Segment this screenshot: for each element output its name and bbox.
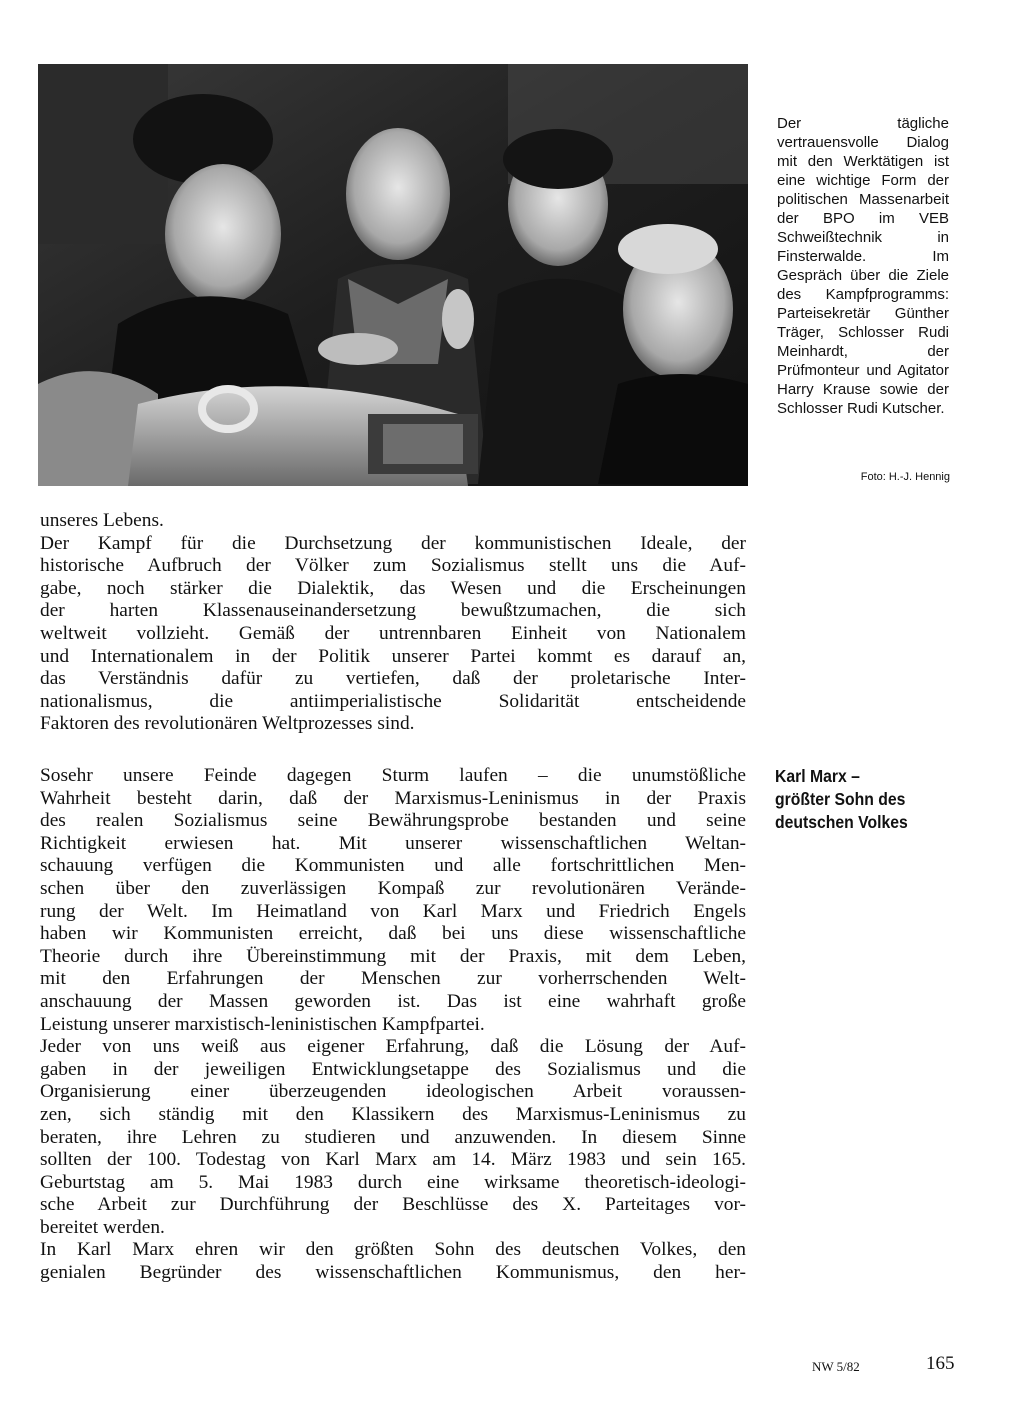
text-line: weltweit vollzieht. Gemäß der untrennbaren Einheit von Nationalem xyxy=(40,622,746,644)
issue-label: NW 5/82 xyxy=(812,1359,860,1374)
text-line: Faktoren des revolutionären Weltprozesses sind. xyxy=(40,713,415,735)
sidebar-heading-line: größter Sohn des xyxy=(775,789,906,809)
text-line: beraten, ihre Lehren zu studieren und anzuwenden. In diesem Sinne xyxy=(40,1126,746,1148)
text-line: zen, sich ständig mit den Klassikern des Marxismus-Leninismus zu xyxy=(40,1103,746,1125)
sidebar-heading-line: deutschen Volkes xyxy=(775,812,908,832)
text-line: anschauung der Massen geworden ist. Das ist eine wahrhaft große xyxy=(40,990,746,1012)
page-number: 165 xyxy=(926,1353,955,1374)
text-line: Der Kampf für die Durchsetzung der kommunistischen Ideale, der xyxy=(40,532,746,554)
body-text-block-1 xyxy=(40,510,746,736)
text-line: Organisierung einer überzeugenden ideologischen Arbeit voraussen- xyxy=(40,1081,746,1103)
text-line: das Verständnis dafür zu vertiefen, daß der proletarische Inter- xyxy=(40,668,746,690)
text-line: rung der Welt. Im Heimatland von Karl Marx und Friedrich Engels xyxy=(40,900,746,922)
text-line: und Internationalem in der Politik unserer Partei kommt es darauf an, xyxy=(40,645,746,667)
text-line: bereitet werden. xyxy=(40,1216,165,1238)
text-line: In Karl Marx ehren wir den größten Sohn des deutschen Volkes, den xyxy=(40,1239,746,1261)
text-line: Sosehr unsere Feinde dagegen Sturm laufen – die unumstößliche xyxy=(40,765,746,786)
text-line: sche Arbeit zur Durchführung der Beschlüsse des X. Parteitages vor- xyxy=(40,1194,746,1216)
text-line: nationalismus, die antiimperialistische Solidarität entscheidende xyxy=(40,690,746,712)
text-line: gabe, noch stärker die Dialektik, das Wesen und die Erscheinungen xyxy=(40,577,746,599)
text-line: Wahrheit besteht darin, daß der Marxismus-Leninismus in der Praxis xyxy=(40,787,746,809)
body-text-block-2 xyxy=(40,765,746,1285)
photo-illustration xyxy=(38,64,748,486)
sidebar-heading-line: Karl Marx – xyxy=(775,766,860,786)
text-line: Richtigkeit erwiesen hat. Mit unserer wissenschaftlichen Weltan- xyxy=(40,832,746,854)
text-line: mit den Erfahrungen der Menschen zur vorherrschenden Welt- xyxy=(40,968,746,990)
text-line: Leistung unserer marxistisch-leninistischen Kampfpartei. xyxy=(40,1013,485,1035)
four-men-workshop-photo xyxy=(38,64,748,486)
photo-credit: Foto: H.-J. Hennig xyxy=(860,471,950,483)
text-line: genialen Begründer des wissenschaftlichen Kommunismus, den her- xyxy=(40,1262,746,1284)
text-line: Theorie durch ihre Übereinstimmung mit der Praxis, mit dem Leben, xyxy=(40,945,746,967)
text-line: des realen Sozialismus seine Bewährungsprobe bestanden und seine xyxy=(40,810,746,832)
text-line: schauung verfügen die Kommunisten und alle fortschrittlichen Men- xyxy=(40,855,746,877)
photo-caption: Der tägliche vertrauensvolle Dialog mit den Werktätigen ist eine wichtige Form der politischen Massenarbeit der BPO im VEB Schweißtechnik in Finsterwalde. Im Gespräch über die Ziele des Kampfprogramms: Parteisekretär Günther Träger, Schlosser Rudi Meinhardt, der Prüfmonteur und Agitator Harry Krause sowie der Schlosser Rudi Kutscher. xyxy=(777,115,949,417)
text-line: Geburtstag am 5. Mai 1983 durch eine wirksame theoretisch-ideologi- xyxy=(40,1171,746,1193)
text-line: schen über den zuverlässigen Kompaß zur revolutionären Verände- xyxy=(40,877,746,899)
text-line: haben wir Kommunisten erreicht, daß bei uns diese wissenschaftliche xyxy=(40,923,746,945)
text-line: historische Aufbruch der Völker zum Sozialismus stellt uns die Auf- xyxy=(40,555,746,577)
text-line: der harten Klassenauseinandersetzung bewußtzumachen, die sich xyxy=(40,600,746,622)
text-line: unseres Lebens. xyxy=(40,510,164,531)
sidebar-heading xyxy=(775,765,937,834)
text-line: sollten der 100. Todestag von Karl Marx am 14. März 1983 und sein 165. xyxy=(40,1149,746,1171)
text-line: Jeder von uns weiß aus eigener Erfahrung, daß die Lösung der Auf- xyxy=(40,1036,746,1058)
text-line: gaben in der jeweiligen Entwicklungsetappe des Sozialismus und die xyxy=(40,1058,746,1080)
